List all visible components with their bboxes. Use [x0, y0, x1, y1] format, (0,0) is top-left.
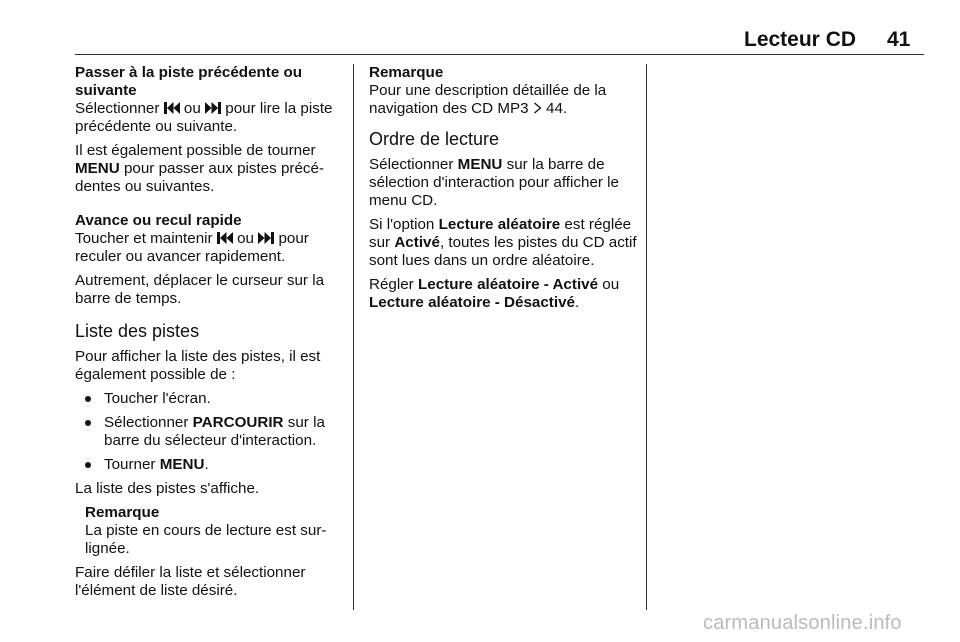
- text-span: Si l'option: [369, 216, 435, 233]
- text-span: ou: [602, 276, 620, 293]
- text-span: .: [204, 456, 209, 473]
- menu-label: MENU: [75, 160, 120, 177]
- text-span: pour lire la piste précédente ou suivante.: [75, 100, 333, 135]
- section-heading-fast-forward: Avance ou recul rapide: [75, 212, 242, 229]
- column-2: [369, 64, 637, 318]
- text-span: Sélectionner: [75, 100, 160, 117]
- watermark: carmanualsonline.info: [703, 612, 902, 634]
- column-1: [75, 64, 347, 606]
- text-span: Il est également possible de tourner: [75, 142, 316, 159]
- shuffle-off-label: Lecture aléatoire - Désactivé: [369, 294, 575, 311]
- paragraph-shuffle: [369, 216, 637, 270]
- paragraph-list-result: La liste des pistes s'affiche.: [75, 480, 260, 497]
- note-box: [369, 64, 637, 118]
- text-span: pour passer aux pistes précédentes ou suivantes.: [75, 160, 325, 195]
- section-title-track-list: Liste des pistes: [75, 321, 200, 341]
- note-text: [369, 82, 637, 118]
- skip-next-icon: [258, 232, 274, 244]
- text-span: .: [574, 294, 580, 311]
- text-span: pour reculer ou avancer rapidement.: [75, 230, 309, 265]
- text-span: sur la barre du sélecteur d'interaction.: [104, 414, 325, 449]
- skip-previous-icon: [217, 232, 233, 244]
- skip-previous-icon: [164, 102, 180, 114]
- text-span: , toutes les pistes du CD actif sont lues dans un ordre aléatoire.: [369, 234, 637, 269]
- text-span: ou: [183, 100, 201, 117]
- text-span: Sélectionner: [369, 156, 454, 173]
- note-text: La piste en cours de lecture est surlignée.: [85, 522, 327, 557]
- menu-label: MENU: [457, 156, 503, 173]
- shuffle-on-label: Lecture aléatoire - Activé: [417, 276, 599, 293]
- text-span: sur la barre de sélection d'interaction pour afficher le menu CD.: [369, 156, 619, 209]
- list-item: [75, 456, 347, 474]
- paragraph-list-intro: Pour afficher la liste des pistes, il est également possible de :: [75, 348, 321, 383]
- text-span: Régler: [369, 276, 414, 293]
- paragraph-prev-next: [75, 100, 347, 136]
- paragraph-cursor: Autrement, déplacer le curseur sur la barre de temps.: [75, 272, 325, 307]
- paragraph-menu-turn: [75, 142, 347, 196]
- shuffle-label: Lecture aléatoire: [438, 216, 561, 233]
- menu-label: MENU: [159, 456, 205, 473]
- paragraph-set-shuffle: [369, 276, 637, 312]
- header-rule: [75, 54, 924, 55]
- text-span: Pour une description détaillée de la navigation des CD MP3: [369, 82, 607, 117]
- page-reference[interactable]: 44.: [546, 100, 568, 117]
- section-heading-prev-next: Passer à la piste précédente ou suivante: [75, 64, 303, 99]
- list-item: [75, 390, 347, 408]
- text-span: Tourner: [104, 456, 156, 473]
- on-label: Activé: [394, 234, 440, 251]
- text-span: est réglée sur: [369, 216, 632, 251]
- text-span: Toucher l'écran.: [104, 390, 211, 407]
- page-reference-arrow-icon: [533, 102, 542, 114]
- note-title: Remarque: [369, 64, 444, 81]
- column-divider-1: [353, 64, 354, 610]
- note-title: Remarque: [85, 504, 160, 521]
- browse-label: PARCOURIR: [192, 414, 284, 431]
- paragraph-fast-forward: [75, 230, 347, 266]
- column-divider-2: [646, 64, 647, 610]
- section-title-play-order: Ordre de lecture: [369, 129, 500, 149]
- text-span: Sélectionner: [104, 414, 189, 431]
- paragraph-scroll: Faire défiler la liste et sélectionner l'élément de liste désiré.: [75, 564, 306, 599]
- list-item: [75, 414, 347, 450]
- bullet-list: [75, 390, 347, 474]
- page-number: 41: [887, 28, 911, 51]
- paragraph-menu-select: [369, 156, 637, 210]
- page-header-title: Lecteur CD: [744, 28, 857, 51]
- text-span: ou: [237, 230, 254, 247]
- skip-next-icon: [205, 102, 221, 114]
- note-box: [75, 504, 347, 558]
- text-span: Toucher et maintenir: [75, 230, 213, 247]
